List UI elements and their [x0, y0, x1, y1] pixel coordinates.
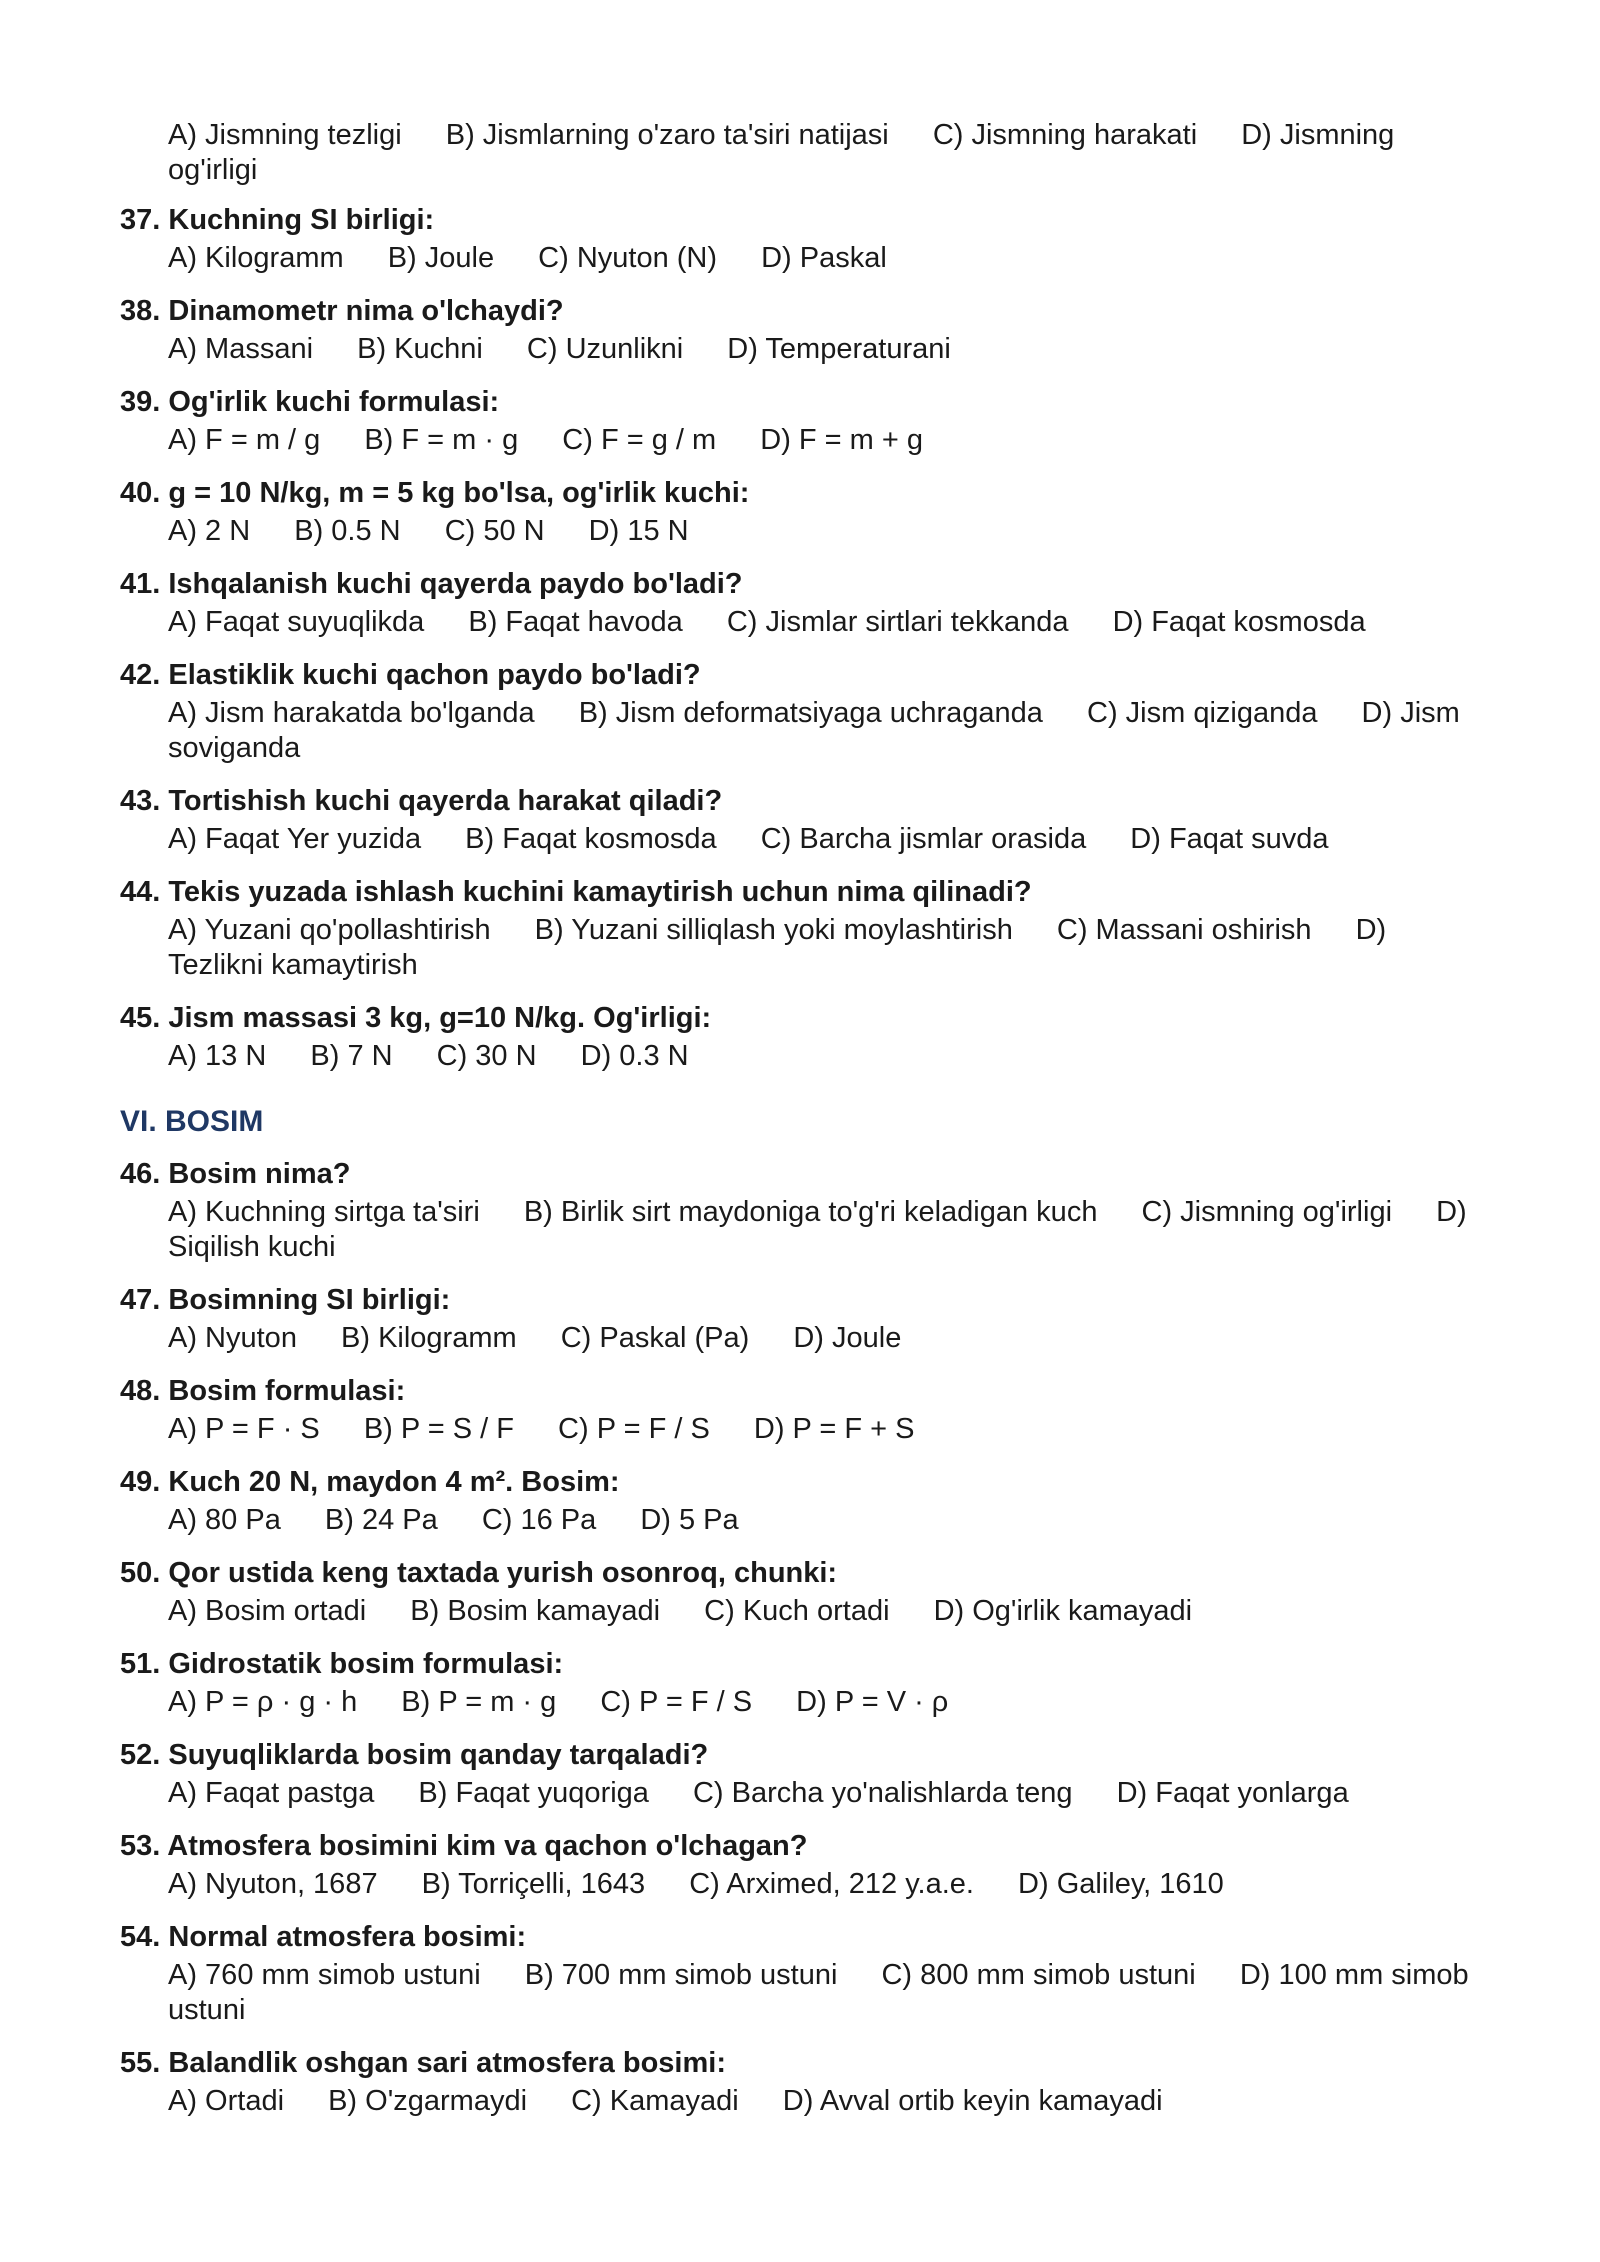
answer-option-c: C) Jismning harakati	[932, 119, 1198, 151]
answer-options	[120, 241, 1480, 276]
answer-option-d: D) Joule	[793, 1322, 902, 1354]
question-title: 37. Kuchning SI birligi:	[120, 204, 435, 236]
answer-option-c: C) P = F / S	[558, 1413, 710, 1445]
answer-options	[120, 1195, 1480, 1265]
question-title: 43. Tortishish kuchi qayerda harakat qiladi?	[120, 785, 723, 817]
question-title: 44. Tekis yuzada ishlash kuchini kamaytirish uchun nima qilinadi?	[120, 876, 1032, 908]
answer-option-c: C) Arximed, 212 y.a.e.	[689, 1868, 974, 1900]
answer-option-a: A) Ortadi	[168, 2085, 285, 2117]
answer-option-d: D) Faqat yonlarga	[1116, 1777, 1349, 1809]
answer-option-b: B) 700 mm simob ustuni	[524, 1959, 838, 1991]
answer-option-c: C) 50 N	[444, 515, 545, 547]
answer-option-d: D) P = V · ρ	[796, 1686, 949, 1718]
answer-option-b: B) Kilogramm	[341, 1322, 517, 1354]
question-item	[120, 1000, 1480, 1074]
answer-option-d: D) Galiley, 1610	[1018, 1868, 1224, 1900]
question-title: 48. Bosim formulasi:	[120, 1375, 406, 1407]
question-title: 46. Bosim nima?	[120, 1158, 351, 1190]
answer-options	[120, 1321, 1480, 1356]
question-item	[120, 1828, 1480, 1902]
answer-option-c: C) 800 mm simob ustuni	[881, 1959, 1196, 1991]
question-title: 40. g = 10 N/kg, m = 5 kg bo'lsa, og'irlik kuchi:	[120, 477, 750, 509]
question-title: 38. Dinamometr nima o'lchaydi?	[120, 295, 564, 327]
answer-option-a: A) Faqat Yer yuzida	[168, 823, 422, 855]
question-title: 53. Atmosfera bosimini kim va qachon o'lchagan?	[120, 1830, 808, 1862]
question-item	[120, 1373, 1480, 1447]
answer-option-b: B) Yuzani silliqlash yoki moylashtirish	[534, 914, 1013, 946]
question-list	[120, 202, 1480, 2136]
answer-options	[120, 1958, 1480, 2028]
question-item	[120, 566, 1480, 640]
question-item	[120, 657, 1480, 766]
answer-option-a: A) F = m / g	[168, 424, 321, 456]
answer-option-a: A) 13 N	[168, 1040, 267, 1072]
answer-option-d: D) Temperaturani	[727, 333, 951, 365]
question-item	[120, 384, 1480, 458]
question-item	[120, 293, 1480, 367]
answer-option-d: D) Jismning og'irligi	[168, 119, 1395, 186]
question-group-force	[120, 202, 1480, 1074]
answer-option-b: B) 24 Pa	[324, 1504, 438, 1536]
question-title: 51. Gidrostatik bosim formulasi:	[120, 1648, 564, 1680]
answer-option-c: C) Uzunlikni	[526, 333, 684, 365]
answer-option-d: D) Faqat kosmosda	[1112, 606, 1366, 638]
answer-options	[120, 1039, 1480, 1074]
answer-options	[120, 822, 1480, 857]
question-title: 49. Kuch 20 N, maydon 4 m². Bosim:	[120, 1466, 620, 1498]
answer-options	[120, 1685, 1480, 1720]
answer-options	[120, 913, 1480, 983]
answer-options	[120, 2084, 1480, 2119]
question-title: 52. Suyuqliklarda bosim qanday tarqaladi?	[120, 1739, 709, 1771]
question-item	[120, 874, 1480, 983]
answer-option-d: D) Paskal	[761, 242, 887, 274]
answer-option-d: D) Og'irlik kamayadi	[933, 1595, 1193, 1627]
answer-option-c: C) P = F / S	[600, 1686, 753, 1718]
answer-option-a: A) Massani	[168, 333, 314, 365]
answer-option-b: B) Joule	[387, 242, 495, 274]
answer-option-a: A) Nyuton	[168, 1322, 297, 1354]
answer-option-b: B) Kuchni	[357, 333, 483, 365]
question-item	[120, 1282, 1480, 1356]
section-header: VI. BOSIM	[120, 1105, 264, 1138]
question-title: 50. Qor ustida keng taxtada yurish osonroq, chunki:	[120, 1557, 838, 1589]
answer-option-a: A) Kilogramm	[168, 242, 344, 274]
answer-option-a: A) Bosim ortadi	[168, 1595, 367, 1627]
answer-options	[120, 1776, 1480, 1811]
answer-option-c: C) Barcha yo'nalishlarda teng	[692, 1777, 1073, 1809]
answer-option-d: D) Avval ortib keyin kamayadi	[782, 2085, 1163, 2117]
answer-option-c: C) 30 N	[436, 1040, 537, 1072]
answer-option-d: D) Tezlikni kamaytirish	[168, 914, 1387, 981]
answer-option-c: C) Kamayadi	[571, 2085, 739, 2117]
answer-option-b: B) O'zgarmaydi	[328, 2085, 528, 2117]
answer-option-d: D) 100 mm simob ustuni	[168, 1959, 1469, 2026]
answer-option-c: C) 16 Pa	[481, 1504, 597, 1536]
answer-option-d: D) Faqat suvda	[1130, 823, 1329, 855]
answer-options	[120, 1412, 1480, 1447]
question-title: 55. Balandlik oshgan sari atmosfera bosimi:	[120, 2047, 726, 2079]
answer-option-a: A) Nyuton, 1687	[168, 1868, 378, 1900]
answer-option-d: D) 5 Pa	[640, 1504, 739, 1536]
answer-option-d: D) 0.3 N	[580, 1040, 689, 1072]
answer-options	[120, 514, 1480, 549]
answer-options	[120, 1594, 1480, 1629]
answer-option-c: C) Nyuton (N)	[538, 242, 718, 274]
answer-option-b: B) Bosim kamayadi	[410, 1595, 661, 1627]
answer-option-a: A) Faqat suyuqlikda	[168, 606, 425, 638]
answer-option-a: A) 2 N	[168, 515, 251, 547]
question-item	[120, 475, 1480, 549]
answer-option-b: B) 7 N	[310, 1040, 393, 1072]
question-title: 47. Bosimning SI birligi:	[120, 1284, 451, 1316]
answer-options	[120, 696, 1480, 766]
answer-option-b: B) Faqat havoda	[468, 606, 683, 638]
answer-options	[120, 605, 1480, 640]
question-title: 45. Jism massasi 3 kg, g=10 N/kg. Og'irligi:	[120, 1002, 712, 1034]
answer-option-c: C) Barcha jismlar orasida	[760, 823, 1087, 855]
answer-option-a: A) Jismning tezligi	[168, 119, 402, 151]
question-item	[120, 783, 1480, 857]
answer-options	[120, 423, 1480, 458]
answer-option-a: A) P = ρ · g · h	[168, 1686, 358, 1718]
answer-option-c: C) Jismning og'irligi	[1141, 1196, 1393, 1228]
answer-option-b: B) P = m · g	[401, 1686, 557, 1718]
answer-options	[120, 332, 1480, 367]
answer-option-d: D) Siqilish kuchi	[168, 1196, 1467, 1263]
question-item	[120, 1555, 1480, 1629]
question-group-pressure	[120, 1156, 1480, 2119]
question-title: 41. Ishqalanish kuchi qayerda paydo bo'ladi?	[120, 568, 743, 600]
answer-option-b: B) Birlik sirt maydoniga to'g'ri keladigan kuch	[523, 1196, 1098, 1228]
answer-option-b: B) P = S / F	[363, 1413, 514, 1445]
answer-option-b: B) Faqat yuqoriga	[418, 1777, 649, 1809]
answer-options	[120, 1867, 1480, 1902]
question-title: 39. Og'irlik kuchi formulasi:	[120, 386, 500, 418]
question-item	[120, 1464, 1480, 1538]
answer-option-b: B) Faqat kosmosda	[465, 823, 717, 855]
answer-option-d: D) 15 N	[588, 515, 689, 547]
answer-option-b: B) F = m · g	[364, 424, 519, 456]
answer-option-c: C) Kuch ortadi	[704, 1595, 890, 1627]
question-36-options	[168, 118, 1468, 188]
answer-option-b: B) 0.5 N	[294, 515, 401, 547]
answer-option-a: A) P = F · S	[168, 1413, 320, 1445]
question-item	[120, 1919, 1480, 2028]
answer-option-b: B) Jism deformatsiyaga uchraganda	[578, 697, 1043, 729]
question-item	[120, 2045, 1480, 2119]
answer-option-b: B) Torriçelli, 1643	[421, 1868, 646, 1900]
question-item	[120, 1646, 1480, 1720]
answer-option-a: A) Kuchning sirtga ta'siri	[168, 1196, 480, 1228]
question-item	[120, 1156, 1480, 1265]
answer-option-a: A) 760 mm simob ustuni	[168, 1959, 481, 1991]
question-item	[120, 1737, 1480, 1811]
answer-options	[120, 1503, 1480, 1538]
question-item	[120, 202, 1480, 276]
question-title: 42. Elastiklik kuchi qachon paydo bo'ladi?	[120, 659, 701, 691]
answer-option-a: A) Faqat pastga	[168, 1777, 375, 1809]
answer-option-c: C) Massani oshirish	[1056, 914, 1312, 946]
answer-option-c: C) Paskal (Pa)	[560, 1322, 750, 1354]
answer-option-a: A) Yuzani qo'pollashtirish	[168, 914, 491, 946]
answer-option-c: C) Jismlar sirtlari tekkanda	[726, 606, 1069, 638]
answer-option-d: D) Jism soviganda	[168, 697, 1460, 764]
answer-option-a: A) Jism harakatda bo'lganda	[168, 697, 535, 729]
answer-option-d: D) F = m + g	[760, 424, 924, 456]
answer-option-c: C) Jism qiziganda	[1087, 697, 1318, 729]
question-title: 54. Normal atmosfera bosimi:	[120, 1921, 527, 1953]
answer-option-c: C) F = g / m	[562, 424, 717, 456]
answer-option-b: B) Jismlarning o'zaro ta'siri natijasi	[445, 119, 889, 151]
answer-option-d: D) P = F + S	[753, 1413, 915, 1445]
answer-option-a: A) 80 Pa	[168, 1504, 281, 1536]
